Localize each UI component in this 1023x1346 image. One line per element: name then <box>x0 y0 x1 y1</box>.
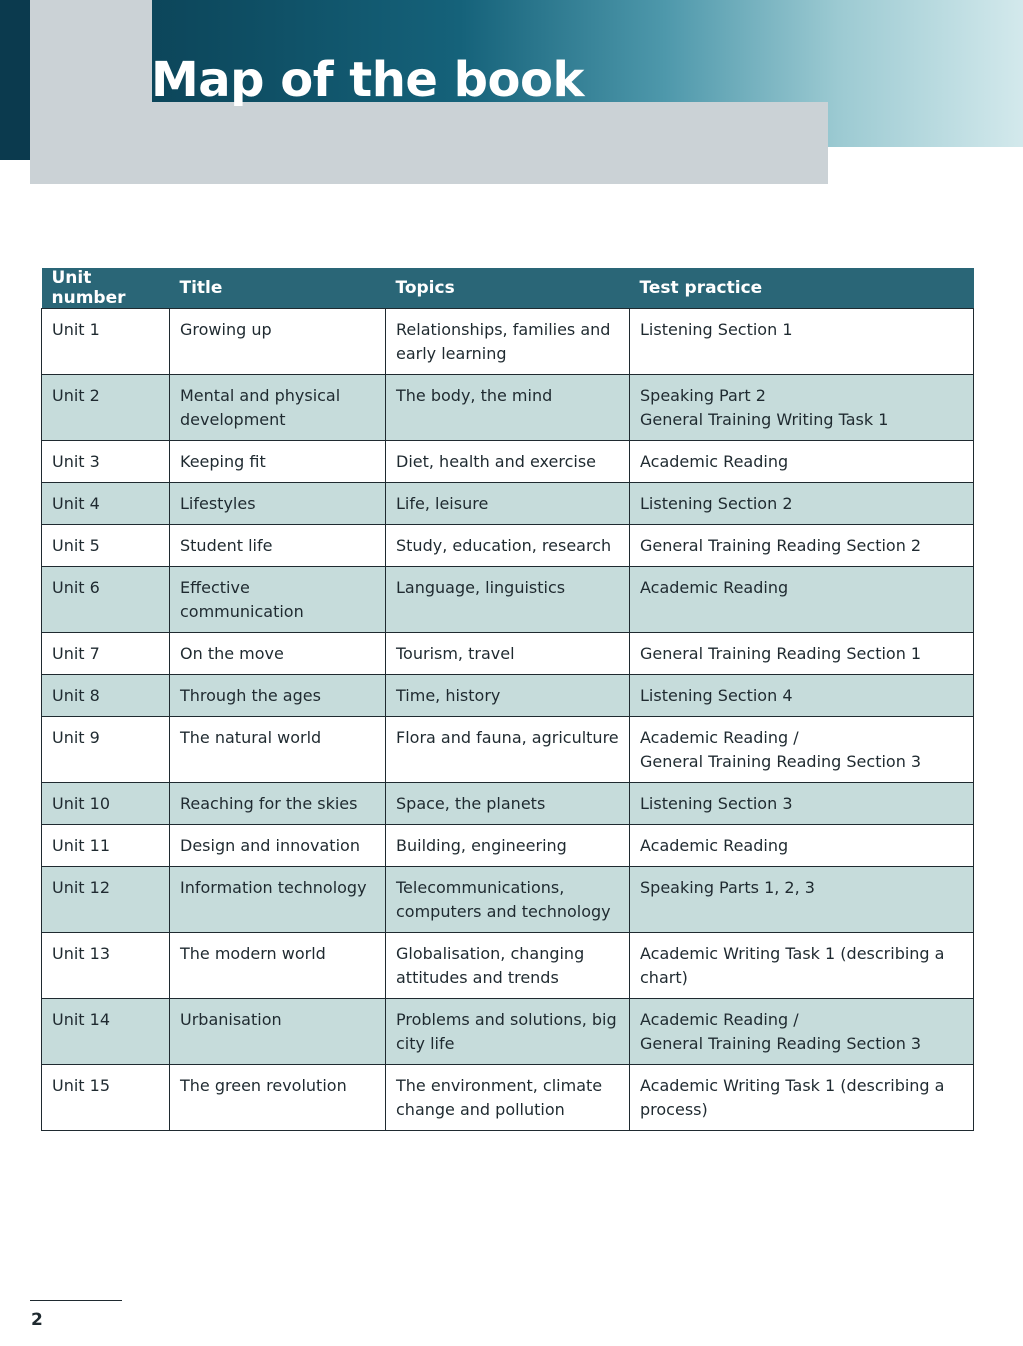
page-number-rule <box>30 1300 122 1301</box>
column-header-test-practice: Test practice <box>630 268 974 309</box>
cell-unit: Unit 7 <box>42 633 170 675</box>
cell-topics: Time, history <box>386 675 630 717</box>
cell-unit: Unit 5 <box>42 525 170 567</box>
table-row <box>42 1065 974 1131</box>
cell-topics: Relationships, families and early learning <box>386 309 630 375</box>
cell-topics: Study, education, research <box>386 525 630 567</box>
cell-title: Reaching for the skies <box>170 783 386 825</box>
cell-topics: Space, the planets <box>386 783 630 825</box>
table-row <box>42 483 974 525</box>
cell-test-practice: Academic Reading / General Training Reading Section 3 <box>630 999 974 1065</box>
cell-test-practice: Speaking Part 2 General Training Writing Task 1 <box>630 375 974 441</box>
map-table <box>41 268 974 1131</box>
cell-test-practice: Academic Reading <box>630 825 974 867</box>
page-title: Map of the book <box>151 52 584 108</box>
table-row <box>42 633 974 675</box>
table-row <box>42 441 974 483</box>
cell-test-practice: Listening Section 1 <box>630 309 974 375</box>
cell-test-practice: Listening Section 2 <box>630 483 974 525</box>
cell-topics: Flora and fauna, agriculture <box>386 717 630 783</box>
banner-right-strip <box>828 147 1023 160</box>
grey-bar <box>30 102 828 184</box>
cell-test-practice: Academic Writing Task 1 (describing a chart) <box>630 933 974 999</box>
column-header-title: Title <box>170 268 386 309</box>
cell-topics: Building, engineering <box>386 825 630 867</box>
cell-title: Keeping fit <box>170 441 386 483</box>
cell-unit: Unit 1 <box>42 309 170 375</box>
page-number: 2 <box>31 1310 43 1330</box>
table-row <box>42 717 974 783</box>
cell-test-practice: Academic Reading <box>630 441 974 483</box>
cell-title: Effective communication <box>170 567 386 633</box>
cell-title: Student life <box>170 525 386 567</box>
column-header-topics: Topics <box>386 268 630 309</box>
cell-topics: Globalisation, changing attitudes and trends <box>386 933 630 999</box>
table-row <box>42 783 974 825</box>
cell-unit: Unit 10 <box>42 783 170 825</box>
column-header-unit-number: Unit number <box>42 268 170 309</box>
cell-test-practice: Speaking Parts 1, 2, 3 <box>630 867 974 933</box>
table-row <box>42 825 974 867</box>
cell-test-practice: Listening Section 4 <box>630 675 974 717</box>
cell-unit: Unit 3 <box>42 441 170 483</box>
cell-title: The natural world <box>170 717 386 783</box>
table-row <box>42 933 974 999</box>
cell-title: The modern world <box>170 933 386 999</box>
cell-unit: Unit 6 <box>42 567 170 633</box>
banner-left-edge <box>0 0 30 160</box>
table-row <box>42 309 974 375</box>
cell-test-practice: General Training Reading Section 1 <box>630 633 974 675</box>
cell-title: Growing up <box>170 309 386 375</box>
cell-topics: Language, linguistics <box>386 567 630 633</box>
cell-title: Lifestyles <box>170 483 386 525</box>
table-header-row <box>42 268 974 309</box>
cell-unit: Unit 14 <box>42 999 170 1065</box>
cell-title: Through the ages <box>170 675 386 717</box>
cell-topics: Problems and solutions, big city life <box>386 999 630 1065</box>
cell-title: Design and innovation <box>170 825 386 867</box>
cell-title: On the move <box>170 633 386 675</box>
cell-unit: Unit 12 <box>42 867 170 933</box>
cell-unit: Unit 8 <box>42 675 170 717</box>
cell-unit: Unit 2 <box>42 375 170 441</box>
cell-topics: Diet, health and exercise <box>386 441 630 483</box>
cell-test-practice: General Training Reading Section 2 <box>630 525 974 567</box>
cell-test-practice: Academic Reading / General Training Reading Section 3 <box>630 717 974 783</box>
table-body <box>42 309 974 1131</box>
cell-test-practice: Listening Section 3 <box>630 783 974 825</box>
cell-topics: Tourism, travel <box>386 633 630 675</box>
cell-title: Information technology <box>170 867 386 933</box>
cell-test-practice: Academic Reading <box>630 567 974 633</box>
cell-title: Urbanisation <box>170 999 386 1065</box>
table-row <box>42 375 974 441</box>
cell-unit: Unit 11 <box>42 825 170 867</box>
cell-title: The green revolution <box>170 1065 386 1131</box>
cell-unit: Unit 4 <box>42 483 170 525</box>
table-row <box>42 675 974 717</box>
cell-unit: Unit 15 <box>42 1065 170 1131</box>
cell-unit: Unit 13 <box>42 933 170 999</box>
cell-unit: Unit 9 <box>42 717 170 783</box>
cell-topics: The body, the mind <box>386 375 630 441</box>
table-row <box>42 525 974 567</box>
cell-title: Mental and physical development <box>170 375 386 441</box>
cell-topics: Telecommunications, computers and technology <box>386 867 630 933</box>
cell-topics: The environment, climate change and pollution <box>386 1065 630 1131</box>
table-row <box>42 999 974 1065</box>
cell-topics: Life, leisure <box>386 483 630 525</box>
table-row <box>42 867 974 933</box>
cell-test-practice: Academic Writing Task 1 (describing a process) <box>630 1065 974 1131</box>
table-row <box>42 567 974 633</box>
